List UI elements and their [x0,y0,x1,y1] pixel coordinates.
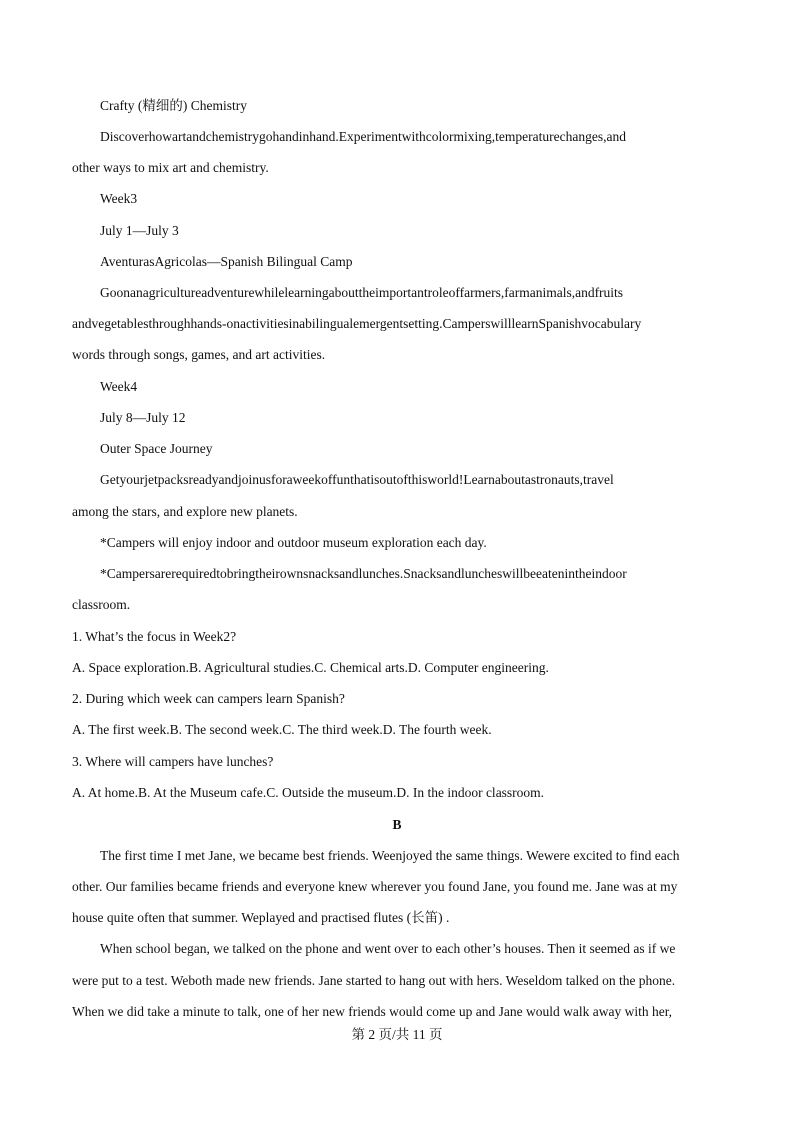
question-1: 1. What’s the focus in Week2? [72,629,237,644]
question-1-options: A. Space exploration.B. Agricultural studies.C. Chemical arts.D. Computer engineering. [72,660,549,675]
paragraph-line: When we did take a minute to talk, one of her new friends would come up and Jane would walk away with her, [72,1004,673,1019]
course-description-line: other ways to mix art and chemistry. [72,160,269,175]
page-footer: 第 2 页/共 11 页 [351,1027,443,1042]
week-label: Week3 [100,191,138,206]
paragraph-line: other. Our families became friends and everyone knew wherever you found Jane, you found me. Jane was at my [72,879,678,894]
camp-note: *Campersarerequiredtobringtheirownsnacksandlunches.Snacksandluncheswillbeeatenintheindoor [100,566,627,581]
course-title: AventurasAgricolas—Spanish Bilingual Camp [100,254,353,269]
course-description-line: words through songs, games, and art activities. [72,347,326,362]
course-description-line: Discoverhowartandchemistrygohandinhand.Experimentwithcolormixing,temperaturechanges,and [100,129,626,144]
question-2-options: A. The first week.B. The second week.C. The third week.D. The fourth week. [72,722,492,737]
course-description-line: Getyourjetpacksreadyandjoinusforaweekoffunthatisoutofthisworld!Learnaboutastronauts,travel [100,472,614,487]
week-dates: July 1—July 3 [100,223,179,238]
paragraph-line: The first time I met Jane, we became best friends. Weenjoyed the same things. Wewere excited to find each [100,848,680,863]
course-title: Outer Space Journey [100,441,213,456]
question-3: 3. Where will campers have lunches? [72,754,274,769]
section-heading: B [392,817,402,832]
course-description-line: andvegetablesthroughhands-onactivitiesinabilingualemergentsetting.CamperswilllearnSpanishvocabulary [72,316,642,331]
paragraph-line: house quite often that summer. Weplayed and practised flutes (长笛) . [72,910,450,925]
paragraph-line: When school began, we talked on the phone and went over to each other’s houses. Then it seemed as if we [100,941,676,956]
week-label: Week4 [100,379,138,394]
course-description-line: among the stars, and explore new planets. [72,504,298,519]
question-3-options: A. At home.B. At the Museum cafe.C. Outside the museum.D. In the indoor classroom. [72,785,545,800]
camp-note: *Campers will enjoy indoor and outdoor museum exploration each day. [100,535,487,550]
question-2: 2. During which week can campers learn Spanish? [72,691,345,706]
course-title: Crafty (精细的) Chemistry [100,98,247,113]
camp-note: classroom. [72,597,131,612]
course-description-line: Goonanagricultureadventurewhilelearningabouttheimportantroleoffarmers,farmanimals,andfruits [100,285,624,300]
paragraph-line: were put to a test. Weboth made new friends. Jane started to hang out with hers. Weseldom talked on the phone. [72,973,676,988]
week-dates: July 8—July 12 [100,410,186,425]
